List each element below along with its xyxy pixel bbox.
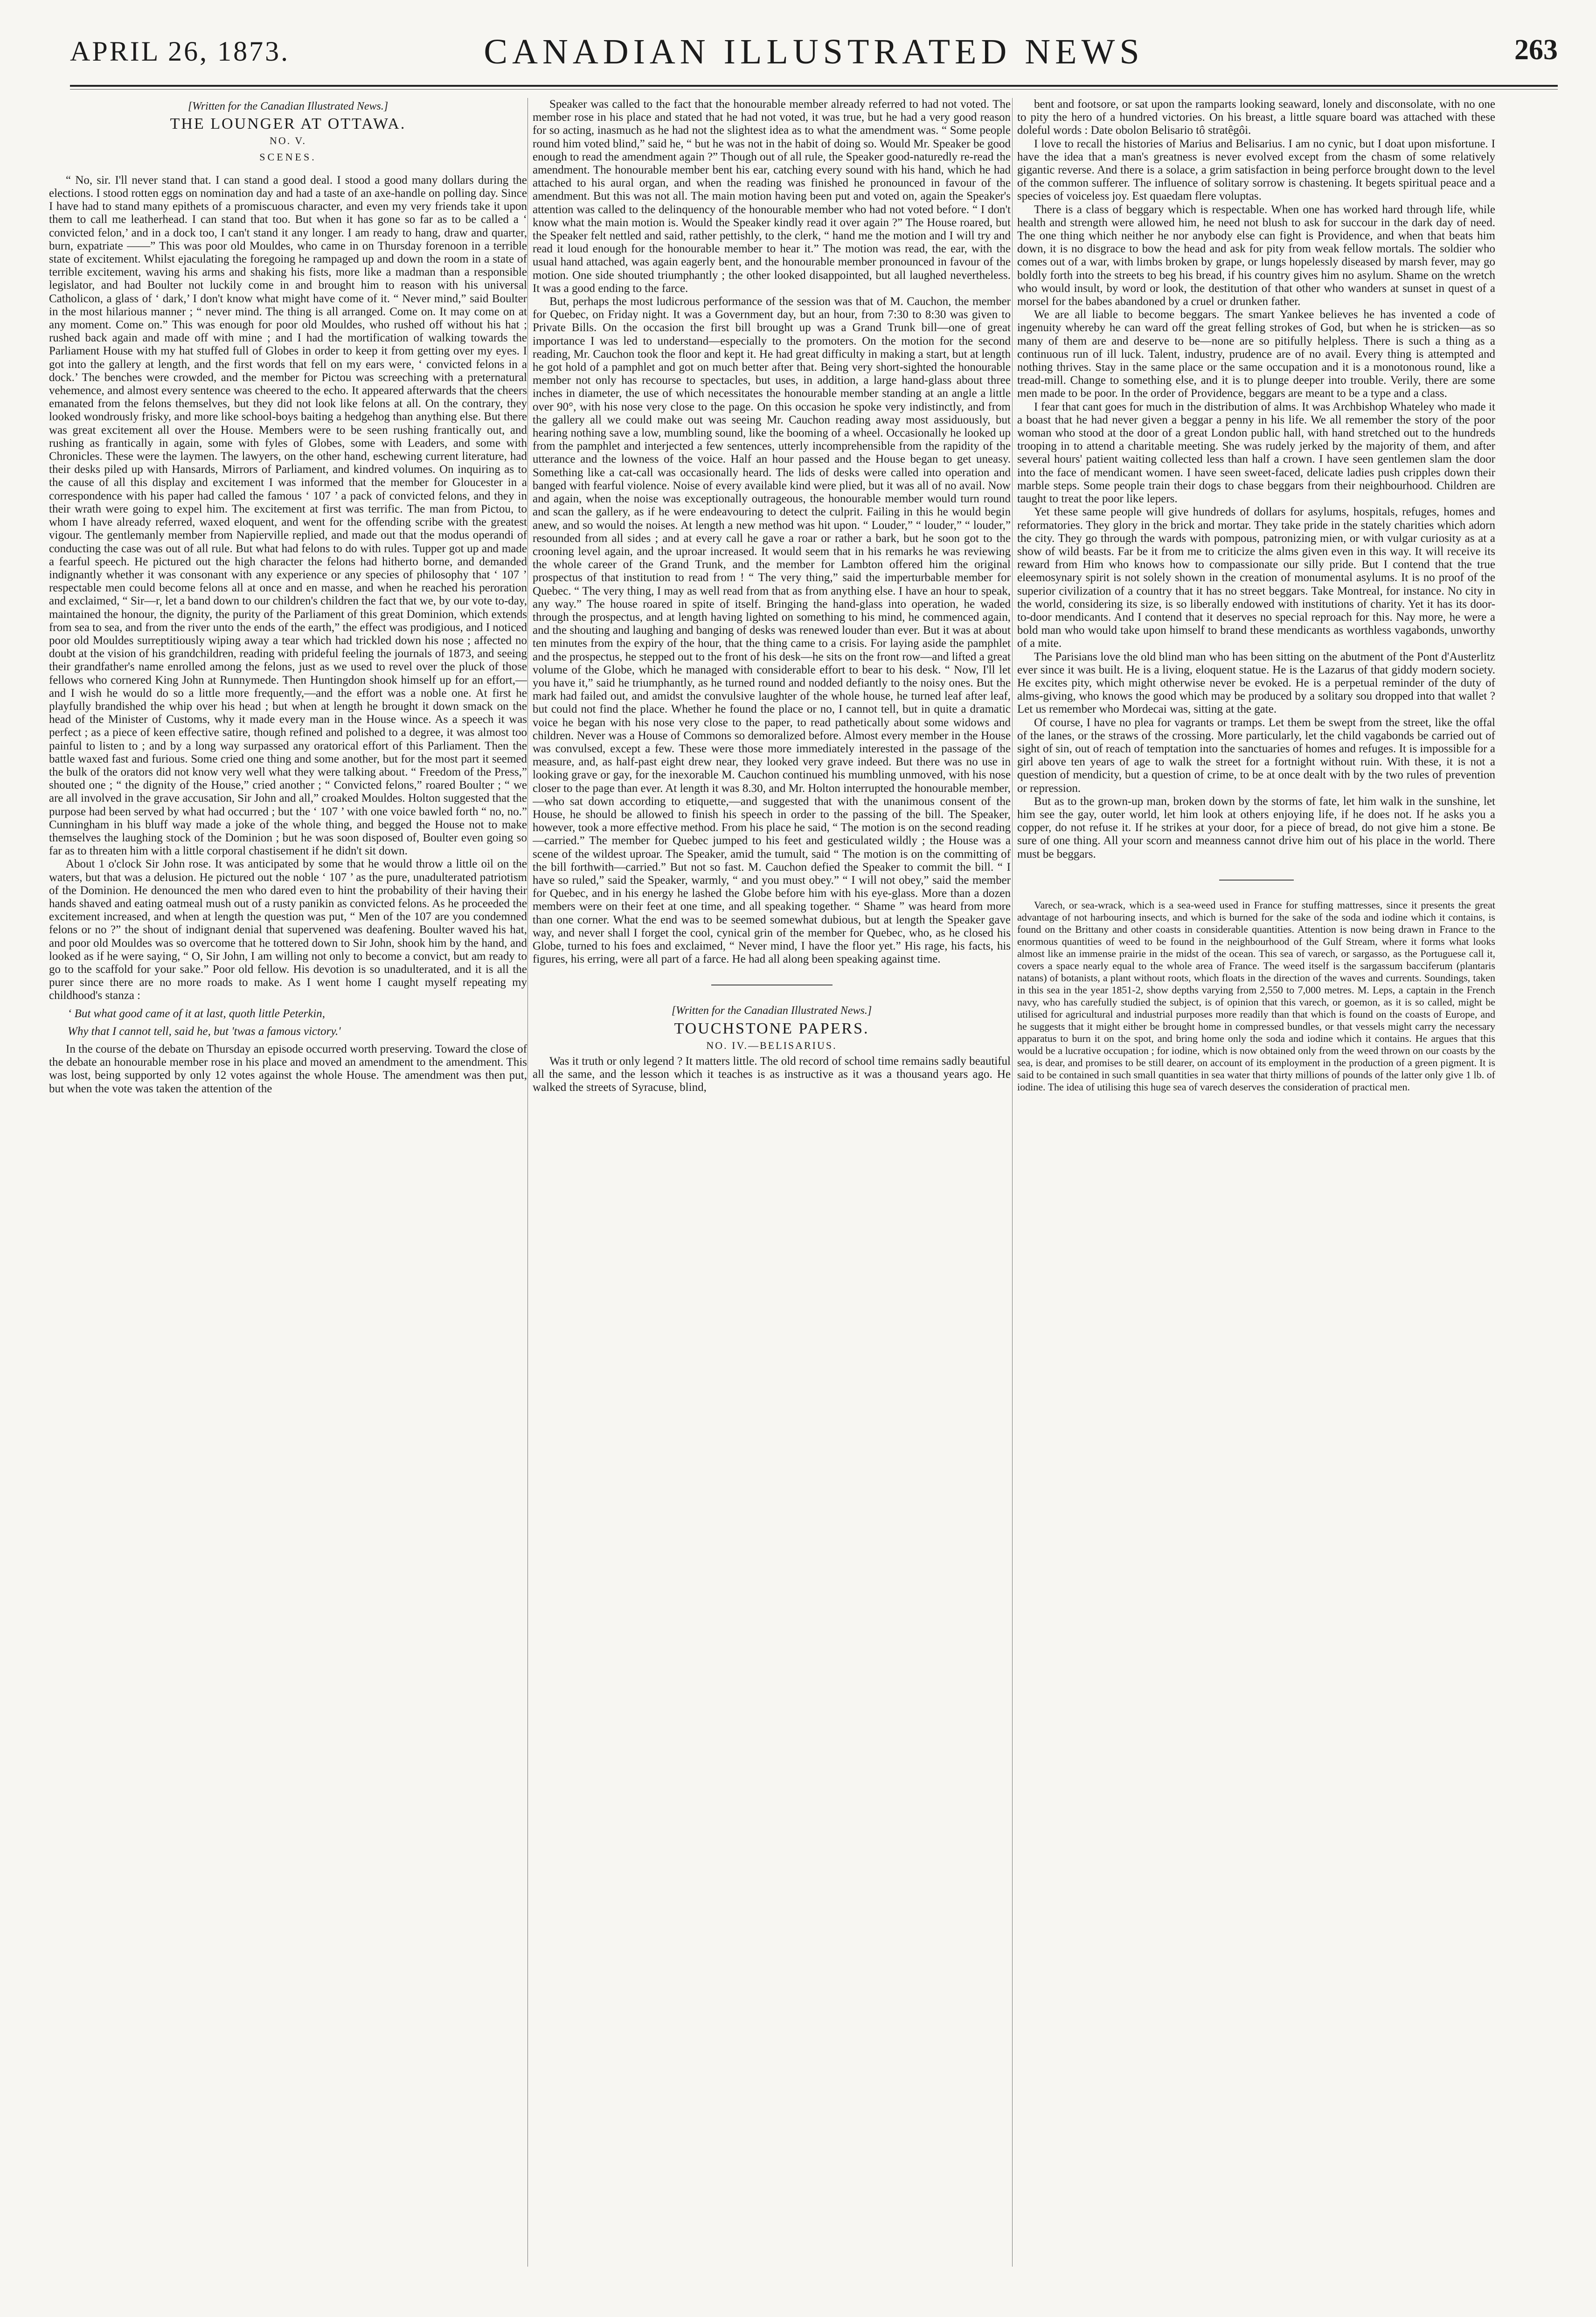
- issue-date: APRIL 26, 1873.: [70, 36, 290, 67]
- article-title: TOUCHSTONE PAPERS.: [674, 1020, 869, 1037]
- column-2: [533, 98, 1011, 2267]
- column-divider: [527, 98, 528, 2267]
- paragraph: But as to the grown-up man, broken down by the storms of fate, let him walk in the sunshine, let him see the gay, outer world, let him look at others enjoying life, if he does not. If he asks you a copper, do not refuse it. If he strikes at your door, for a piece of bread, do not give him a stone. Be sure of one thing. All your scorn and meanness cannot drive him out of his place in the world. There must be beggars.: [1017, 795, 1495, 860]
- verse-line: ‘ But what good came of it at last, quoth little Peterkin,: [68, 1007, 326, 1020]
- article-number: NO. IV.—BELISARIUS.: [706, 1039, 837, 1051]
- column-1: [49, 98, 527, 2267]
- paragraph: I love to recall the histories of Marius and Belisarius. I am no cynic, but I doat upon misfortune. I have the idea that a man's greatness is never evolved except from the chasm of some relatively gigantic reverse. And there is a solace, a grim satisfaction in being perforce brought down to the level of the common sufferer. The influence of solitary sorrow is chastening. It begets spiritual peace and a species of voiceless joy. Est quaedam flere voluptas.: [1017, 137, 1495, 203]
- article-credit: [Written for the Canadian Illustrated News.]: [187, 100, 389, 112]
- article-number: NO. V.: [270, 135, 306, 147]
- paragraph: We are all liable to become beggars. The smart Yankee believes he has invented a code of ingenuity whereby he can ward off the great felling strokes of God, but when he is stricken—as so many of them are and deserve to be—none are so pitifully helpless. There is such a thing as a continuous run of ill luck. Talent, industry, prudence are of no avail. Every thing is attempted and nothing thrives. Stay in the same place or the same occupation and it is a monotonous round, like a tread-mill. Change to something else, and it is to plunge deeper into trouble. Verily, there are some men made to be poor. In the order of Providence, beggars are meant to be a type and a class.: [1017, 308, 1495, 400]
- paragraph: “ No, sir. I'll never stand that. I can stand a good deal. I stood a good many dollars during the elections. I stood rotten eggs on nomination day and had a taste of an axe-handle on polling day. Since I have had to stand many epithets of a promiscuous character, and even my very friends take it upon them to call me leatherhead. I can stand that too. But when it has gone so far as to be called a ‘ convicted felon,’ and in a dock too, I can't stand it any longer. I am ready to hang, draw and quarter, burn, expatriate ——” This was poor old Mouldes, who came in on Thursday forenoon in a terrible state of excitement. Whilst ejaculating the foregoing he rampaged up and down the room in a state of terrible excitement, waving his arms and shaking his fists, more like a madman than a responsible legislator, and had Boulter not luckily come in and brought him to reason with his universal Catholicon, a glass of ‘ dark,’ I don't know what might have come of it. “ Never mind,” said Boulter in the most hilarious manner ; “ never mind. The thing is all arranged. Come on. It may come on at any moment. Come on.” This was enough for poor old Mouldes, who rushed off without his hat ; rushed back again and made off with mine ; and I had the mortification of walking towards the Parliament House with my hat stuffed full of Globes in order to keep it from getting over my eyes. I got into the gallery at length, and the first words that fell on my ears were, ‘ convicted felons in a dock.’ The benches were crowded, and the member for Pictou was screeching with a preternatural vehemence, and almost every sentence was cheered to the echo. It appeared afterwards that the cheers emanated from the felons themselves, but they did not look like felons at all. On the contrary, they looked wondrously frisky, and more like school-boys baiting a hedgehog than anything else. But there was great excitement all over the House. Members were to be seen rushing frantically out, and rushing as frantically in again, some with fyles of Globes, some with Leaders, and some with Chronicles. These were the laymen. The lawyers, on the other hand, eschewing current literature, had their desks piled up with Hansards, Mirrors of Parliament, and kindred volumes. On inquiring as to the cause of all this display and excitement I was informed that the member for Gloucester in a correspondence with his paper had called the famous ‘ 107 ’ a pack of convicted felons, and they in their wrath were going to expel him. The excitement at first was terrific. The man from Pictou, to whom I have already referred, waxed eloquent, and went for the offending scribe with the greatest vigour. The gentlemanly member from Napierville replied, and made out that the modus operandi of conducting the case was out of all rule. But what had felons to do with rules. Tupper got up and made a fearful speech. He pictured out the high character the felons had hitherto borne, and demanded indignantly whether it was consonant with any experience or any species of philosophy that ‘ 107 ’ respectable men could become felons all at once and en masse, and when he reached his peroration and exclaimed, “ Sir—r, let a band down to our children's children the fact that we, by our vote to-day, maintained the honour, the dignity, the purity of the Parliament of this great Dominion, which extends from sea to sea, and from the river unto the ends of the earth,” the effect was prodigious, and I noticed poor old Mouldes surreptitiously wiping away a tear which had trickled down his nose ; affected no doubt at the vision of his grandchildren, reading with prideful feeling the journals of 1873, and seeing their grandfather's name enrolled among the felons, just as we used to revel over the pluck of those fellows who cornered King John at Runnymede. Then Huntingdon shook himself up for an effort,—and I wish he would do so a little more frequently,—and the effort was a noble one. At first he playfully brandished the whip over his head ; but when at length he brought it down smack on the head of the Minister of Customs, why it made every man in the House wince. As a speech it was perfect ; as a piece of keen effective satire, though refined and polished to a degree, it was almost too painful to listen to ; and by a long way surpassed any oratorical effort of this Parliament. Then the battle waxed fast and furious. Some cried one thing and some another, but for the most part it seemed the bulk of the orators did not know very well what they were talking about. “ Freedom of the Press,” shouted one ; “ the dignity of the House,” cried another ; “ Convicted felons,” roared Boulter ; “ we are all involved in the grave accusation, Sir John and all,” croaked Mouldes. Holton suggested that the purpose had been served by what had occurred ; but the ‘ 107 ’ with one voice bawled forth “ no, no.” Cunningham in his bluff way made a joke of the whole thing, and begged the House not to make themselves the laughing stock of the Dominion ; but he was soon disposed of, Boulter even going so far as to threaten him with a little corporal chastisement if he didn't sit down.: [49, 173, 527, 858]
- paragraph: Speaker was called to the fact that the honourable member already referred to had not voted. The member rose in his place and stated that he had not voted, it was true, but he had a very good reason for so acting, inasmuch as he had not the slightest idea as to what the amendment was. “ Some people round him voted blind,” said he, “ but he was not in the habit of doing so. Would Mr. Speaker be good enough to read the amendment again ?” Though out of all rule, the Speaker good-naturedly re-read the amendment. The honourable member bent his ear, catching every sound with his hand, which he had attached to his aural organ, and when the reading was finished he pronounced in favour of the amendment. But this was not all. The main motion having been put and voted on, again the Speaker's attention was called to the delinquency of the honourable member who had not voted before. “ I don't know what the main motion is. Would the Speaker kindly read it over again ?” The House roared, but the Speaker felt nettled and said, rather pettishly, to the clerk, “ hand me the motion and I will try and read it loud enough for the honourable member to hear it.” The motion was read, the ear, with the usual hand attached, was again eagerly bent, and the honourable member pronounced in favour of the motion. One side shouted triumphantly ; the other looked disappointed, but all laughed nevertheless. It was a good ending to the farce.: [533, 98, 1011, 295]
- paragraph: But, perhaps the most ludicrous performance of the session was that of M. Cauchon, the member for Quebec, on Friday night. It was a Government day, but an hour, from 7:30 to 8:30 was given to Private Bills. On the occasion the first bill brought up was a Grand Trunk bill—one of great importance I was led to understand—especially to the promoters. On the motion for the second reading, Mr. Cauchon took the floor and kept it. He had great difficulty in making a start, but at length he got hold of a pamphlet and got on much better after that. Being very short-sighted the honourable member not only has recourse to spectacles, but uses, in addition, a large hand-glass about three inches in diameter, the use of which necessitates the honourable member standing at an angle a little over 90°, with his nose very close to the page. On this occasion he spoke very indistinctly, and from the gallery all we could make out was seeing Mr. Cauchon reading away most assiduously, but hearing nothing save a low, mumbling sound, like the booming of a wheel. Occasionally he looked up from the pamphlet and interjected a few sentences, utterly incomprehensible from the rapidity of the utterance and the lowness of the voice. Half an hour passed and the House began to get uneasy. Something like a cat-call was occasionally heard. The lids of desks were called into operation and banged with fearful violence. Noise of every available kind were plied, but it was all of no avail. Now and again, when the noise was exceptionally outrageous, the honourable member would turn round and scan the gallery, as if he were endeavouring to detect the culprit. Failing in this he would begin anew, and so would the noises. At length a new method was hit upon. “ Louder,” “ louder,” “ louder,” resounded from all sides ; and at every call he gave a roar or rather a bark, but he soon got to the crooning level again, and the uproar increased. It would seem that in his remarks he was reviewing the whole career of the Grand Trunk, and the member for Lambton offered him the original prospectus of that institution to read from ! “ The very thing,” said the imperturbable member for Quebec. “ The very thing, I may as well read from that as from anything else. I have an hour to speak, any way.” The house roared in spite of itself. Bringing the hand-glass into operation, he waded through the prospectus, and at length having lighted on something to his mind, he commenced again, and the shouting and laughing and banging of desks was renewed louder than ever. But it was at about ten minutes from the expiry of the hour, that the thing came to a crisis. For laying aside the pamphlet and the prospectus, he stepped out to the front of his desk—he sits on the front row—and lifted a great volume of the Globe, which he managed with considerable effort to bear to his desk. “ Now, I'll let you have it,” said he triumphantly, as he turned round and nodded defiantly to the noisy ones. But the mark had failed out, and amidst the convulsive laughter of the whole house, he turned leaf after leaf, but could not find the place. Whether he found the place or no, I cannot tell, but in quite a dramatic voice he began with his nose very close to the paper, to read pathetically about some widows and children. Never was a House of Commons so demoralized before. Almost every member in the House was convulsed, except a few. These were those more immediately interested in the passage of the measure, and, as half-past eight drew near, they looked very grave indeed. But there was no use in looking grave or gay, for the inexorable M. Cauchon continued his mumbling unmoved, with his nose closer to the page than ever. At length it was 8.30, and Mr. Holton interrupted the honourable member,—who sat down according to etiquette,—and suggested that with the unanimous consent of the House, he should be allowed to finish his speech in order to the passing of the bill. The Speaker, however, took a more effective method. From his place he said, “ The motion is on the second reading—carried.” The member for Quebec jumped to his feet and gesticulated wildly ; the House was a scene of the wildest uproar. The Speaker, amid the tumult, said “ The motion is on the committing of the bill forthwith—carried.” But not so fast. M. Cauchon defied the Speaker to commit the bill. “ I have so ruled,” said the Speaker, warmly, “ and you must obey.” “ I will not obey,” said the member for Quebec, and in his energy he lashed the Globe before him with his eye-glass. More than a dozen members were on their feet at one time, and all speaking together. “ Shame ” was heard from more than one corner. What the end was to be seemed somewhat dubious, but at length the Speaker gave way, and never shall I forget the cool, cynical grin of the member for Quebec, who, as he closed his Globe, turned to his foes and exclaimed, “ Never mind, I have the floor yet.” His rage, his facts, his figures, his erring, were all part of a farce. He had all along been speaking against time.: [533, 295, 1011, 966]
- paragraph: Was it truth or only legend ? It matters little. The old record of school time remains sadly beautiful all the same, and the lesson which it teaches is as instructive as it was a thousand years ago. He walked the streets of Syracuse, blind,: [533, 1055, 1011, 1094]
- paragraph: There is a class of beggary which is respectable. When one has worked hard through life, while health and strength were allowed him, he need not blush to ask for succour in the dark day of need. The one thing which neither he nor anybody else can fight is Providence, and when that beats him down, it is no disgrace to bow the head and ask for pity from weak fellow mortals. The soldier who comes out of a war, with limbs broken by grape, or lungs hopelessly diseased by marsh fever, may go boldly forth into the streets to beg his bread, if his country gives him no asylum. Shame on the wretch who would insult, by word or look, the destitution of that other who wanders at sunset in quest of a morsel for the babes abandoned by a cruel or drunken father.: [1017, 203, 1495, 308]
- article-title: THE LOUNGER AT OTTAWA.: [170, 115, 406, 133]
- paragraph: About 1 o'clock Sir John rose. It was anticipated by some that he would throw a little oil on the waters, but that was a delusion. He pictured out the noble ‘ 107 ’ as the pure, unadulterated patriotism of the Dominion. He denounced the men who dared even to hint the probability of their having their hands shaved and eating oatmeal mush out of a rusty panikin as convicted felons. As he proceeded the excitement increased, and when at length the question was put, “ Men of the 107 are you condemned felons or no ?” the shout of indignant denial that supervened was deafening. Boulter waved his hat, and poor old Mouldes was so overcome that he tottered down to Sir John, shook him by the hand, and looked as if he were saying, “ O, Sir John, I am willing not only to become a convict, but am ready to go to the scaffold for your sake.” Poor old fellow. His devotion is so unadulterated, and it is all the purer since there are no more roads to make. As I went home I caught myself repeating my childhood's stanza :: [49, 858, 527, 1002]
- header-rule: [70, 85, 1558, 90]
- verse-line: Why that I cannot tell, said he, but 'twas a famous victory.': [68, 1025, 341, 1038]
- paragraph: Yet these same people will give hundreds of dollars for asylums, hospitals, refuges, homes and reformatories. They glory in the brick and mortar. They take pride in the stately charities which adorn the city. They go through the wards with pompous, patronizing mien, or with vulgar curiosity as at a show of wild beasts. Far be it from me to criticize the alms given even in this way. It will receive its reward from Him who knows how to compassionate our silly pride. But I contend that the true eleemosynary spirit is not solely shown in the creation of monumental asylums. It is no proof of the superior civilization of a country that it has no street beggars. Take Montreal, for instance. No city in the world, considering its size, is so liberally endowed with institutions of charity. Yet it has its door-to-door mendicants. And I contend that it deserves no special reproach for this. Nay more, he were a bold man who would take upon himself to brand these mendicants as worthless vagabonds, unworthy of a mite.: [1017, 506, 1495, 650]
- page-number: 263: [1514, 34, 1558, 66]
- column-3: [1017, 98, 1495, 2267]
- article-subtitle: SCENES.: [259, 151, 317, 163]
- section-separator: [1219, 880, 1294, 881]
- paragraph: Varech, or sea-wrack, which is a sea-weed used in France for stuffing mattresses, since it presents the great advantage of not harbouring insects, and which is burned for the sake of the soda and iodine which it contains, is found on the Brittany and other coasts in considerable quantities. Attention is now being drawn in France to the enormous quantities of weed to be found in the neighbourhood of the Gulf Stream, where it forms what looks almost like an immense prairie in the midst of the ocean. This sea of varech, or sargasso, as the Portuguese call it, covers a space nearly equal to the whole area of France. The weed itself is the sargassum bacciferum (plantaris natans) of botanists, a plant without roots, which floats in the direction of the waves and currents. Soundings, taken in this sea in the year 1851-2, show depths varying from 2,550 to 7,000 metres. M. Leps, a captain in the French navy, who has carefully studied the subject, is of opinion that this varech, or goemon, as it is so called, might be utilised for agricultural and industrial purposes more readily than that which is found on the coasts of Europe, and he suggests that it might either be brought home in compressed bundles, or that vessels might carry the necessary apparatus to burn it on the spot, and bring home only the soda and iodine which it contains. He argues that this would be a lucrative occupation ; for iodine, which is now obtained only from the weed thrown on our coasts by the sea, is dear, and promises to be still dearer, on account of its employment in the production of a green pigment. It is said to be contained in such small quantities in sea water that thirty millions of pounds of the latter only give 1 lb. of iodine. The idea of utilising this huge sea of varech deserves the consideration of practical men.: [1017, 899, 1495, 1093]
- masthead-title: CANADIAN ILLUSTRATED NEWS: [484, 32, 1144, 71]
- paragraph: The Parisians love the old blind man who has been sitting on the abutment of the Pont d'Austerlitz ever since it was built. He is a living, eloquent statue. He is the Lazarus of that giddy modern society. He excites pity, which might otherwise never be evoked. He is a perpetual reminder of the duty of alms-giving, who knows the good which may be produced by a solitary sou dropped into that wallet ? Let us remember who Mordecai was, sitting at the gate.: [1017, 650, 1495, 716]
- column-divider: [1012, 98, 1013, 2267]
- paragraph: I fear that cant goes for much in the distribution of alms. It was Archbishop Whateley who made it a boast that he had never given a beggar a penny in his life. We all remember the story of the poor woman who stood at the door of a great London public hall, with hand stretched out to the hundreds trooping in to attend a charitable meeting. She was rudely jerked by the majority of them, and after several hours' patient waiting collected less than half a crown. I have seen gentlemen slam the door into the face of mendicant women. I have seen sweet-faced, delicate ladies push cripples down their marble steps. Some people train their dogs to chase beggars from their neighbourhood. Children are taught to treat the poor like lepers.: [1017, 400, 1495, 506]
- paragraph: Of course, I have no plea for vagrants or tramps. Let them be swept from the street, like the offal of the lanes, or the straws of the crossing. More particularly, let the child vagabonds be carried out of sight of sin, out of reach of temptation into the sanctuaries of homes and refuges. It is impossible for a girl above ten years of age to walk the street for a fortnight without ruin. With these, it is not a question of mendicity, but a question of crime, to be at once dealt with by the two rules of prevention or repression.: [1017, 716, 1495, 795]
- paragraph: bent and footsore, or sat upon the ramparts looking seaward, lonely and disconsolate, with no one to pity the hero of a hundred victories. On his breast, a little square board was attached with these doleful words : Date obolon Belisario tô stratêgôi.: [1017, 98, 1495, 137]
- paragraph: In the course of the debate on Thursday an episode occurred worth preserving. Toward the close of the debate an honourable member rose in his place and moved an amendment to the amendment. This was lost, being supported by only 12 votes against the whole House. The amendment was then put, but when the vote was taken the attention of the: [49, 1043, 527, 1095]
- article-credit: [Written for the Canadian Illustrated News.]: [671, 1005, 872, 1017]
- page-header: [70, 29, 1558, 80]
